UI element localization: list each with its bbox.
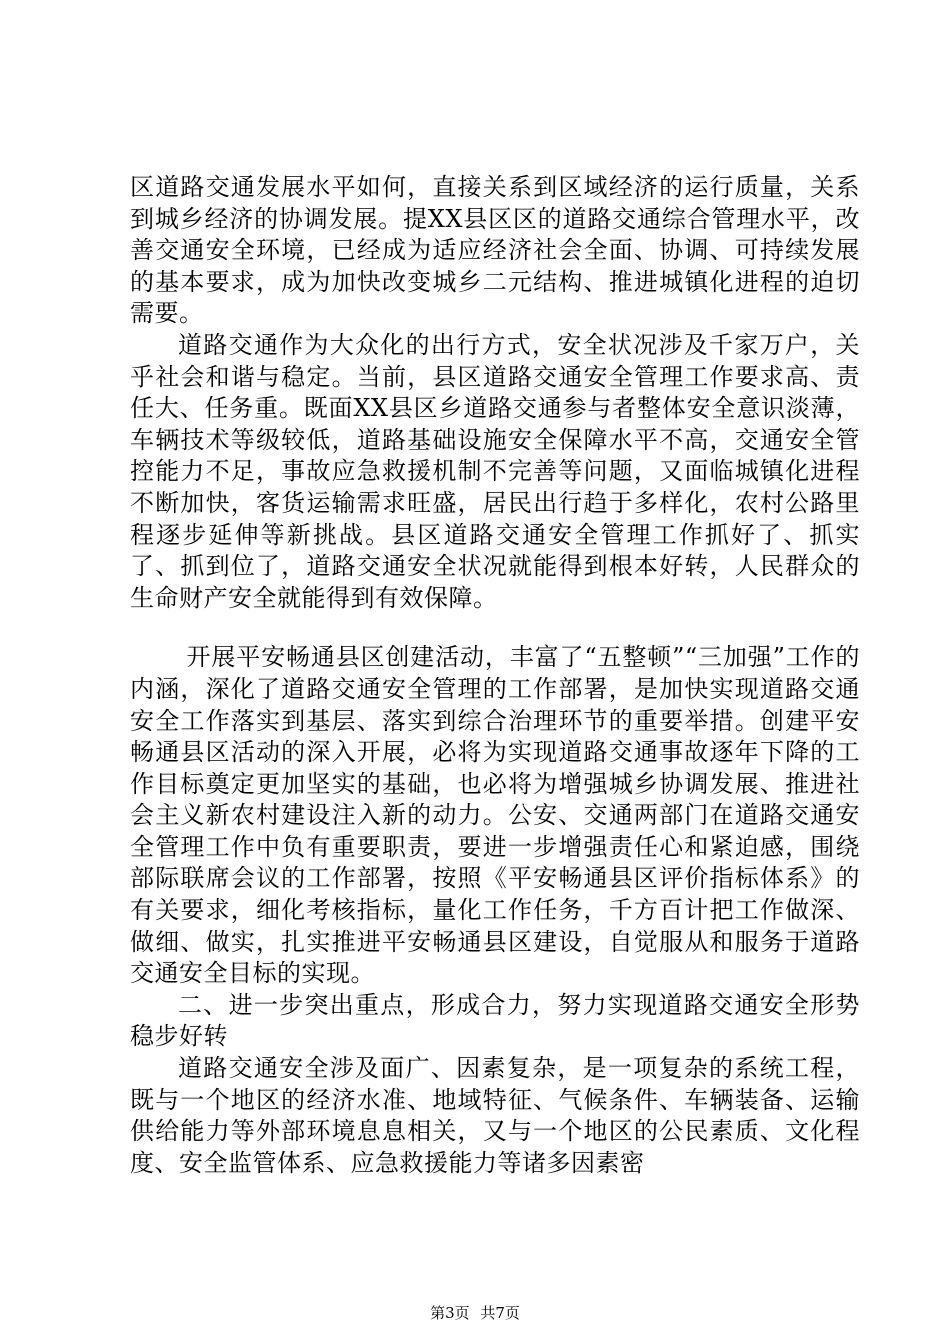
page-footer	[0, 1304, 950, 1322]
paragraph-1: 区道路交通发展水平如何，直接关系到区域经济的运行质量，关系到城乡经济的协调发展。提XX县区区的道路交通综合管理水平，改善交通安全环境，已经成为适应经济社会全面、协调、可持续发展的基本要求，成为加快改变城乡二元结构、推进城镇化进程的迫切需要。	[130, 173, 860, 328]
page-number: 第3页	[430, 1304, 470, 1322]
section-heading-2: 二、进一步突出重点，形成合力，努力实现道路交通安全形势稳步好转	[130, 990, 860, 1051]
paragraph-3: 开展平安畅通县区创建活动，丰富了“五整顿”“三加强”工作的内涵，深化了道路交通安全管理的工作部署，是加快实现道路交通安全工作落实到基层、落实到综合治理环节的重要举措。创建平安畅通县区活动的深入开展，必将为实现道路交通事故逐年下降的工作目标奠定更加坚实的基础，也必将为增强城乡协调发展、推进社会主义新农村建设注入新的动力。公安、交通两部门在道路交通安全管理工作中负有重要职责，要进一步增强责任心和紧迫感，围绕部际联席会议的工作部署，按照《平安畅通县区评价指标体系》的有关要求，细化考核指标，量化工作任务，千方百计把工作做深、做细、做实，扎实推进平安畅通县区建设，自觉服从和服务于道路交通安全目标的实现。	[130, 643, 860, 988]
document-body	[130, 172, 860, 1179]
page-total: 共7页	[480, 1304, 520, 1322]
paragraph-2: 道路交通作为大众化的出行方式，安全状况涉及千家万户，关乎社会和谐与稳定。当前，县区道路交通安全管理工作要求高、责任大、任务重。既面XX县区乡道路交通参与者整体安全意识淡薄，车辆技术等级较低，道路基础设施安全保障水平不高，交通安全管控能力不足，事故应急救援机制不完善等问题，又面临城镇化进程不断加快，客货运输需求旺盛，居民出行趋于多样化，农村公路里程逐步延伸等新挑战。县区道路交通安全管理工作抓好了、抓实了、抓到位了，道路交通安全状况就能得到根本好转，人民群众的生命财产安全就能得到有效保障。	[130, 330, 860, 612]
paragraph-4: 道路交通安全涉及面广、因素复杂，是一项复杂的系统工程，既与一个地区的经济水准、地域特征、气候条件、车辆装备、运输供给能力等外部环境息息相关，又与一个地区的公民素质、文化程度、安全监管体系、应急救援能力等诸多因素密	[130, 1054, 860, 1177]
